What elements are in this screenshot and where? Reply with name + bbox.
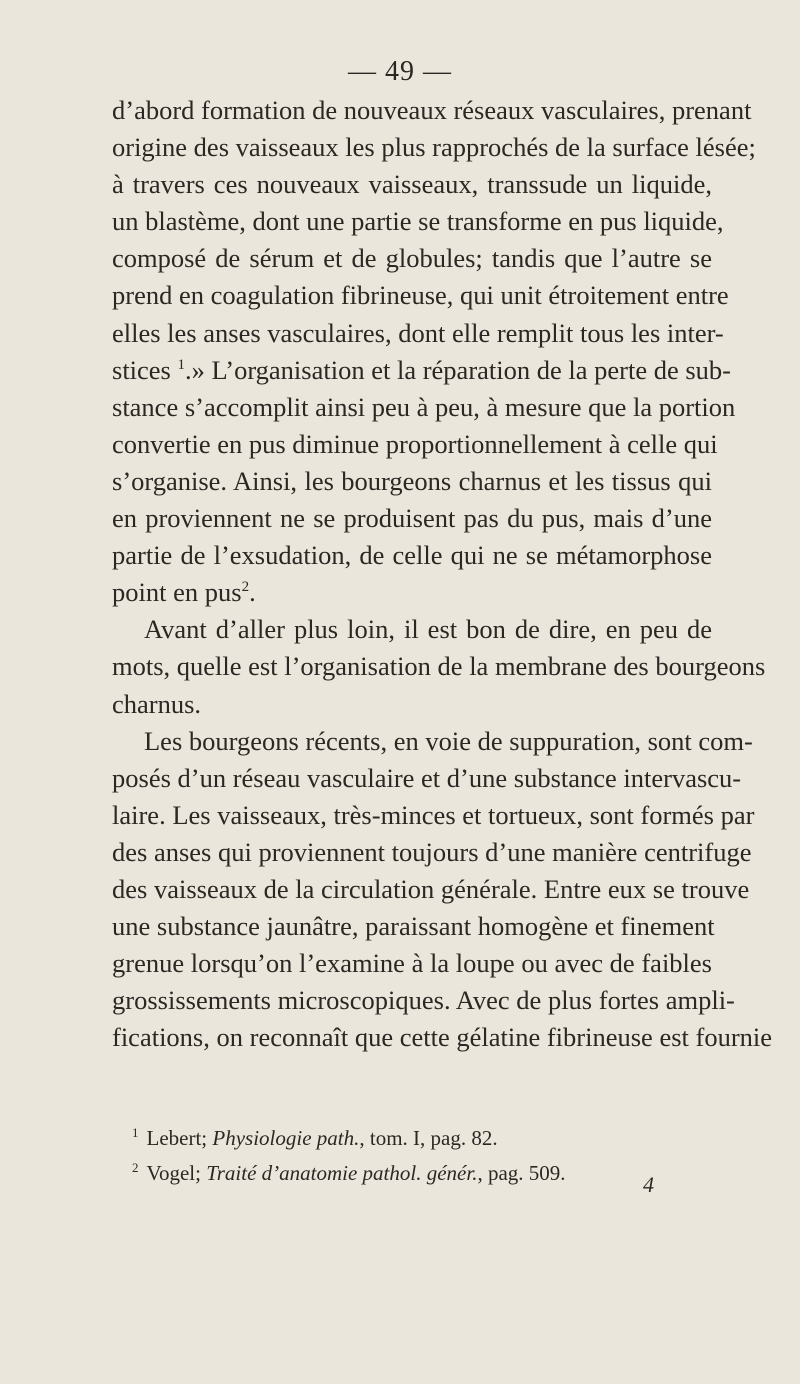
footnote-mark: 2 [132, 1160, 139, 1175]
text-line: Avant d’aller plus loin, il est bon de dire, en peu de [144, 614, 712, 645]
footnote-rest: , tom. I, pag. 82. [359, 1126, 498, 1150]
footnote-title: Traité d’anatomie pathol. génér. [206, 1161, 478, 1185]
footnote-mark: 1 [132, 1125, 139, 1140]
text-line: des anses qui proviennent toujours d’une manière centrifuge [112, 836, 752, 867]
footnote-author: Vogel; [146, 1161, 207, 1185]
footnote-ref-1: 1 [177, 356, 185, 373]
text-fragment: stices [112, 354, 171, 385]
text-line: convertie en pus diminue proportionnellement à celle qui [112, 428, 718, 459]
text-line: prend en coagulation fibrineuse, qui unit étroitement entre [112, 280, 729, 311]
footnote-2 [132, 1153, 712, 1188]
text-line: des vaisseaux de la circulation générale. Entre eux se trouve [112, 873, 750, 904]
text-line: origine des vaisseaux les plus rapprochés de la surface lésée; [112, 132, 756, 163]
text-line: à travers ces nouveaux vaisseaux, transsude un liquide, [112, 169, 712, 200]
quote-close: .» [185, 354, 205, 385]
text-line: en proviennent ne se produisent pas du pus, mais d’une [112, 503, 712, 534]
period: . [249, 577, 256, 608]
text-line: un blastème, dont une partie se transforme en pus liquide, [112, 206, 724, 237]
text-line: partie de l’exsudation, de celle qui ne se métamorphose [112, 540, 712, 571]
text-line: elles les anses vasculaires, dont elle remplit tous les inter- [112, 317, 724, 348]
text-line: laire. Les vaisseaux, très-minces et tortueux, sont formés par [112, 799, 755, 830]
page-number: — 49 — [348, 56, 452, 87]
body-text [112, 92, 773, 1056]
footnote-title: Physiologie path. [212, 1126, 360, 1150]
text-fragment: L’organisation et la réparation de la perte de sub- [211, 354, 732, 385]
text-line: une substance jaunâtre, paraissant homogène et finement [112, 911, 715, 942]
footnote-rest: , pag. 509. [477, 1161, 566, 1185]
footnote-author: Lebert; [146, 1126, 213, 1150]
text-line: d’abord formation de nouveaux réseaux vasculaires, prenant [112, 95, 752, 125]
text-line: mots, quelle est l’organisation de la membrane des bourgeons [112, 651, 766, 682]
text-line: grossissements microscopiques. Avec de plus fortes ampli- [112, 985, 735, 1016]
footnotes [132, 1118, 712, 1188]
text-line: Les bourgeons récents, en voie de suppuration, sont com- [144, 725, 753, 756]
text-fragment: point en pus [112, 577, 242, 608]
text-line: stance s’accomplit ainsi peu à peu, à mesure que la portion [112, 391, 736, 422]
text-line: fications, on reconnaît que cette gélatine fibrineuse est fournie [112, 1022, 773, 1053]
text-line: posés d’un réseau vasculaire et d’une substance intervascu- [112, 762, 742, 793]
footnote-ref-2: 2 [241, 579, 250, 596]
text-line: s’organise. Ainsi, les bourgeons charnus et les tissus qui [112, 465, 712, 496]
text-line: composé de sérum et de globules; tandis que l’autre se [112, 243, 712, 274]
text-line: charnus. [112, 688, 202, 719]
text-line: grenue lorsqu’on l’examine à la loupe ou avec de faibles [112, 948, 712, 979]
signature-mark: 4 [643, 1172, 654, 1197]
text-line-with-footnote-ref [112, 574, 712, 611]
text-line-with-footnote-ref [112, 352, 732, 389]
footnote-1 [132, 1118, 712, 1153]
